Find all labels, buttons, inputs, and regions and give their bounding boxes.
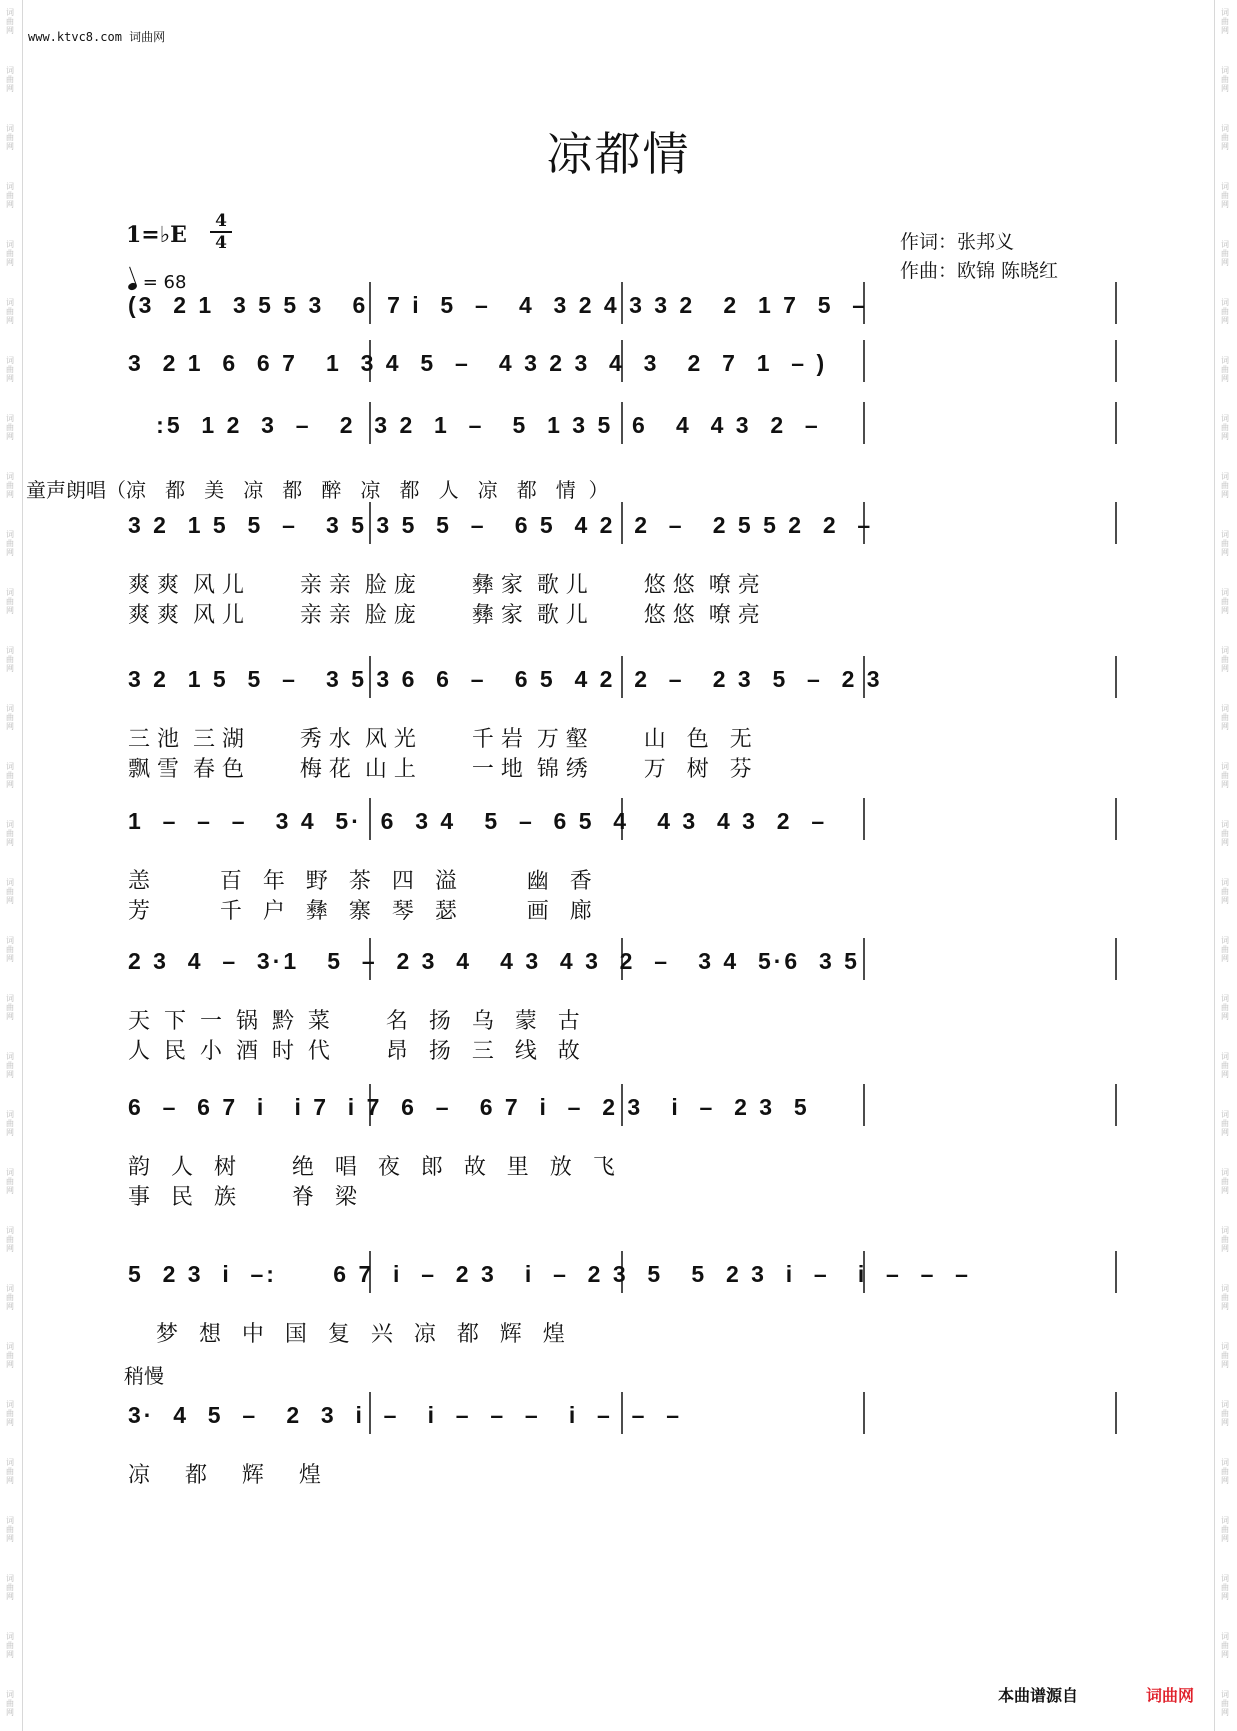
notation-line: [128, 412, 1118, 452]
notation-text: 6 – 6 7 i i 7 i 7 6 – 6 7 i – 2 3 i – 2 3 5: [128, 1094, 838, 1120]
lyric-line: 三 池 三 湖 秀 水 风 光 千 岩 万 壑 山 色 无: [128, 727, 752, 752]
edge-watermark-text: 词 曲 网: [6, 762, 14, 789]
edge-watermark-text: 词 曲 网: [6, 936, 14, 963]
notation-line: [128, 512, 1118, 552]
edge-watermark-text: 词 曲 网: [6, 588, 14, 615]
notation-text: 3· 4 5 – 2 3 i – i – – – i – – –: [128, 1402, 711, 1428]
source-label: 本曲谱源自: [998, 1686, 1079, 1705]
edge-watermark-text: 词 曲 网: [6, 356, 14, 383]
right-watermark-strip: [1214, 0, 1237, 1731]
edge-watermark-text: 词 曲 网: [1221, 1110, 1229, 1137]
edge-watermark-text: 词 曲 网: [1221, 1400, 1229, 1427]
notation-text: 2 3 4 – 3·1 5 – 2 3 4 4 3 4 3 2 – 3 4 5·6 3 5: [128, 948, 889, 974]
notation-line: [128, 1261, 1118, 1301]
edge-watermark-text: 词 曲 网: [1221, 414, 1229, 441]
edge-watermark-text: 词 曲 网: [1221, 1516, 1229, 1543]
tempo-change-label: 稍慢: [124, 1364, 164, 1388]
edge-watermark-text: 词 曲 网: [6, 298, 14, 325]
notation-text: 3 2 1 6 6 7 1 3 4 5 – 4 3 2 3 4 3 2 7 1 – ): [128, 350, 828, 376]
edge-watermark-text: 词 曲 网: [1221, 66, 1229, 93]
spoken-line-label: 童声朗唱（凉 都 美 凉 都 醉 凉 都 人 凉 都 情 ）: [26, 478, 609, 502]
notation-line: [128, 666, 1118, 706]
edge-watermark-text: 词 曲 网: [6, 472, 14, 499]
edge-watermark-text: 词 曲 网: [6, 1110, 14, 1137]
edge-watermark-text: 词 曲 网: [1221, 182, 1229, 209]
lyricist: 作词：张邦义: [900, 231, 1015, 253]
edge-watermark-text: 词 曲 网: [6, 1284, 14, 1311]
edge-watermark-text: 词 曲 网: [6, 704, 14, 731]
edge-watermark-text: 词 曲 网: [6, 1690, 14, 1717]
edge-watermark-text: 词 曲 网: [6, 530, 14, 557]
edge-watermark-text: 词 曲 网: [1221, 1574, 1229, 1601]
notation-line: [128, 808, 1118, 848]
edge-watermark-text: 词 曲 网: [6, 240, 14, 267]
notation-text: :5 1 2 3 – 2 3 2 1 – 5 1 3 5 6 4 4 3 2 –: [128, 412, 849, 438]
notation-text: 3 2 1 5 5 – 3 5 3 5 5 – 6 5 4 2 2 – 2 5 5 2 2 –: [128, 512, 902, 538]
key-signature: 1=♭E: [126, 222, 187, 248]
edge-watermark-text: 词 曲 网: [6, 1632, 14, 1659]
lyric-line: 韵 人 树 绝 唱 夜 郎 故 里 放 飞: [128, 1155, 615, 1180]
time-signature: [210, 212, 232, 252]
notation-text: 3 2 1 5 5 – 3 5 3 6 6 – 6 5 4 2 2 – 2 3 5 – 2 3: [128, 666, 911, 692]
tempo-value: = 68: [142, 272, 187, 293]
lyric-line: 爽 爽 风 儿 亲 亲 脸 庞 彝 家 歌 儿 悠 悠 嘹 亮: [128, 573, 760, 598]
notation-text: 1 – – – 3 4 5· 6 3 4 5 – 6 5 4 4 3 4 3 2 –: [128, 808, 856, 834]
edge-watermark-text: 词 曲 网: [1221, 8, 1229, 35]
edge-watermark-text: 词 曲 网: [1221, 298, 1229, 325]
lyric-line: 芳 千 户 彝 寨 琴 瑟 画 廊: [128, 899, 592, 924]
edge-watermark-text: 词 曲 网: [1221, 936, 1229, 963]
edge-watermark-text: 词 曲 网: [1221, 124, 1229, 151]
edge-watermark-text: 词 曲 网: [1221, 240, 1229, 267]
lyric-line: 爽 爽 风 儿 亲 亲 脸 庞 彝 家 歌 儿 悠 悠 嘹 亮: [128, 603, 760, 628]
edge-watermark-text: 词 曲 网: [6, 1168, 14, 1195]
notation-line: [128, 948, 1118, 988]
edge-watermark-text: 词 曲 网: [6, 124, 14, 151]
edge-watermark-text: 词 曲 网: [6, 414, 14, 441]
edge-watermark-text: 词 曲 网: [1221, 646, 1229, 673]
edge-watermark-text: 词 曲 网: [6, 1458, 14, 1485]
edge-watermark-text: 词 曲 网: [6, 182, 14, 209]
edge-watermark-text: 词 曲 网: [6, 1342, 14, 1369]
edge-watermark-text: 词 曲 网: [1221, 1342, 1229, 1369]
notation-text: 5 2 3 i –: 6 7 i – 2 3 i – 2 3 5 5 2 3 i – i – – –: [128, 1261, 1000, 1287]
edge-watermark-text: 词 曲 网: [1221, 356, 1229, 383]
lyric-line: 飘 雪 春 色 梅 花 山 上 一 地 锦 绣 万 树 芬: [128, 757, 752, 782]
notation-line: [128, 1094, 1118, 1134]
lyric-line: 凉 都 辉 煌: [128, 1463, 321, 1488]
edge-watermark-text: 词 曲 网: [1221, 762, 1229, 789]
edge-watermark-text: 词 曲 网: [1221, 1632, 1229, 1659]
composer: 作曲：欧锦 陈晓红: [900, 260, 1059, 282]
source-site-link[interactable]: 词曲网: [1146, 1686, 1195, 1705]
edge-watermark-text: 词 曲 网: [6, 8, 14, 35]
edge-watermark-text: 词 曲 网: [1221, 472, 1229, 499]
edge-watermark-text: 词 曲 网: [6, 820, 14, 847]
edge-watermark-text: 词 曲 网: [1221, 1284, 1229, 1311]
lyric-line: 天 下 一 锅 黔 菜 名 扬 乌 蒙 古: [128, 1009, 580, 1034]
edge-watermark-text: 词 曲 网: [1221, 530, 1229, 557]
edge-watermark-text: 词 曲 网: [6, 1226, 14, 1253]
notation-line: [128, 350, 1118, 390]
edge-watermark-text: 词 曲 网: [6, 1052, 14, 1079]
edge-watermark-text: 词 曲 网: [1221, 878, 1229, 905]
lyric-line: 恙 百 年 野 茶 四 溢 幽 香: [128, 869, 592, 894]
edge-watermark-text: 词 曲 网: [6, 646, 14, 673]
edge-watermark-text: 词 曲 网: [1221, 820, 1229, 847]
edge-watermark-text: 词 曲 网: [1221, 588, 1229, 615]
lyric-line: 事 民 族 脊 梁: [128, 1185, 357, 1210]
edge-watermark-text: 词 曲 网: [1221, 1226, 1229, 1253]
edge-watermark-text: 词 曲 网: [6, 878, 14, 905]
song-title: 凉都情: [546, 127, 691, 181]
notation-text: (3 2 1 3 5 5 3 6 7 i 5 – 4 3 2 4 3 3 2 2 1 7 5 –: [128, 292, 897, 318]
left-watermark-strip: [0, 0, 23, 1731]
edge-watermark-text: 词 曲 网: [6, 66, 14, 93]
edge-watermark-text: 词 曲 网: [1221, 1458, 1229, 1485]
edge-watermark-text: 词 曲 网: [6, 994, 14, 1021]
edge-watermark-text: 词 曲 网: [6, 1516, 14, 1543]
notation-line: [128, 292, 1118, 332]
meter-bottom: 4: [215, 233, 227, 253]
edge-watermark-text: 词 曲 网: [6, 1574, 14, 1601]
lyric-line: 人 民 小 酒 时 代 昂 扬 三 线 故: [128, 1039, 580, 1064]
lyric-line: 梦 想 中 国 复 兴 凉 都 辉 煌: [128, 1322, 565, 1347]
meter-top: 4: [215, 211, 227, 231]
notation-line: [128, 1402, 1118, 1442]
edge-watermark-text: 词 曲 网: [1221, 994, 1229, 1021]
edge-watermark-text: 词 曲 网: [1221, 704, 1229, 731]
edge-watermark-text: 词 曲 网: [1221, 1168, 1229, 1195]
site-url[interactable]: www.ktvc8.com 词曲网: [28, 30, 166, 44]
edge-watermark-text: 词 曲 网: [6, 1400, 14, 1427]
edge-watermark-text: 词 曲 网: [1221, 1052, 1229, 1079]
edge-watermark-text: 词 曲 网: [1221, 1690, 1229, 1717]
